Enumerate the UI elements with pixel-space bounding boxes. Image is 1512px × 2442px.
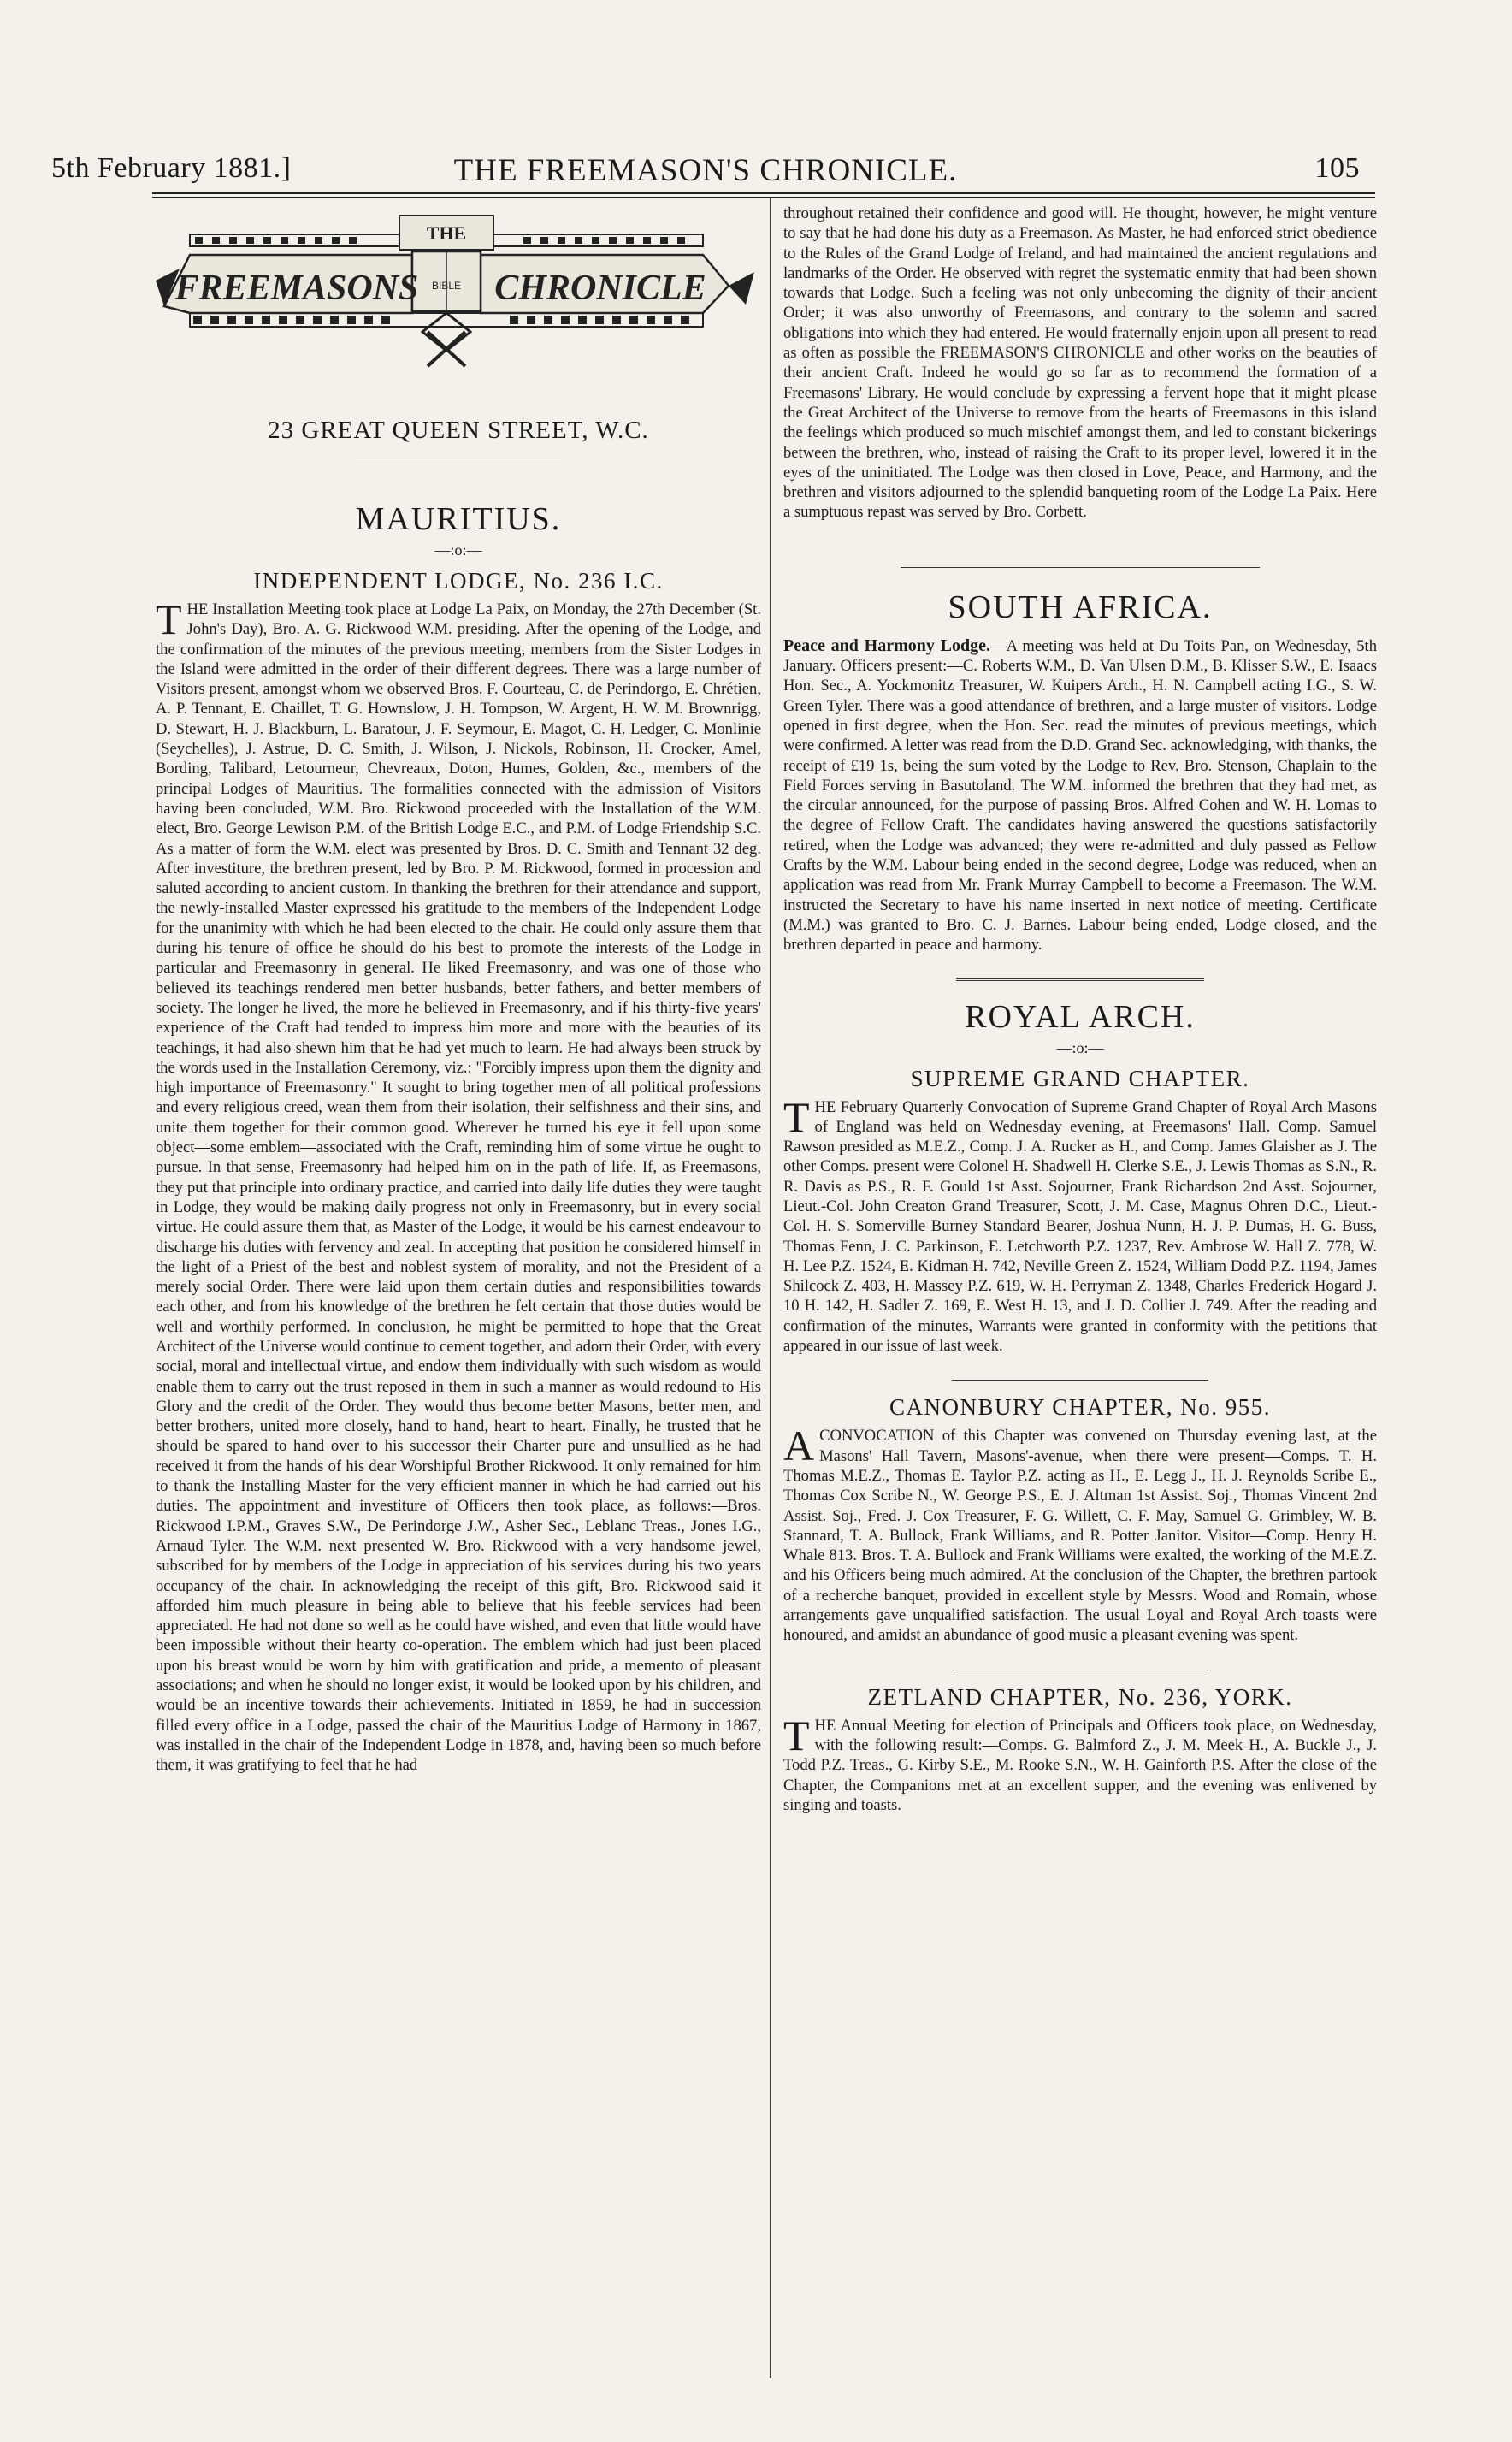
peace-harmony-lead: Peace and Harmony Lodge. (783, 636, 990, 655)
zetland-article (783, 1711, 1377, 1815)
header-rule (152, 192, 1375, 194)
issue-date: 5th February 1881.] (51, 152, 292, 184)
supreme-body: HE February Quarterly Convocation of Supreme Grand Chapter of Royal Arch Masons of England was held on Wednesday evening, at Freemasons' Hall. Comp. Samuel Rawson presided as M.E.Z., Comp. J. A. Rucker as H., and Comp. James Glaisher as J. The other Comps. present were Colonel H. Shadwell H. Clerke S.E., J. Lewis Thomas as S.N., R. R. Davis as P.S., R. F. Gould 1st Asst. Sojourner, Frank Richardson 2nd Asst. Sojourner, Lieut.-Col. John Creaton Grand Treasurer, Scott, J. M. Case, Magnus Ohren D.C., Lieut.-Col. H. S. Somerville Burney Standard Bearer, Joshua Nunn, H. J. P. Dumas, H. G. Buss, Thomas Fenn, J. C. Parkinson, E. Letchworth P.Z. 1237, Rev. Ambrose W. Hall Z. 778, W. H. Lee P.Z. 1524, E. Kidman H. 742, Neville Green Z. 1524, William Dodd P.Z. 1194, James Shilcock Z. 403, H. Massey P.Z. 619, W. H. Perryman Z. 1348, Charles Frederick Hogard J. 10 H. 142, H. Sadler Z. 169, E. West H. 13, and J. D. Collier J. 749. After the reading and confirmation of the minutes, Warrants were granted in conformity with the petitions that appeared in our issue of last week. (783, 1097, 1377, 1356)
canonbury-dropcap: A (783, 1422, 815, 1470)
supreme-grand-chapter-article (783, 1092, 1377, 1357)
masthead-bible: BIBLE (431, 280, 462, 292)
section-rule-2 (952, 1380, 1208, 1381)
mauritius-dropcap: T (156, 595, 182, 643)
south-africa-heading: SOUTH AFRICA. (948, 588, 1213, 625)
zetland-heading: ZETLAND CHAPTER, No. 236, YORK. (867, 1683, 1293, 1710)
canonbury-body: CONVOCATION of this Chapter was convened on Thursday evening last, at the Masons' Hall Tavern, Masons'-avenue, when there were present—Comps. T. H. Thomas M.E.Z., Thomas E. Taylor P.Z. acting as H., E. Legg J., H. J. Reynolds Scribe E., Thomas Cox Scribe N., W. George P.S., E. J. Altman 1st Assist. Soj., Thomas Vincent 2nd Assist. Soj., Fred. J. Cox Treasurer, F. G. Willett, C. F. May, Samuel G. Grimbley, W. B. Stannard, T. A. Bullock, Frank Williams, and R. Potter Janitor. Visitor—Comp. Henry H. Whale 813. Bros. T. A. Bullock and Frank Williams were exalted, the working of the M.E.Z. and his Officers being much admired. At the conclusion of the Chapter, the brethren partook of a recherche banquet, provided in excellent style by Messrs. Wood and Romain, whose arrangements gave unqualified satisfaction. The usual Loyal and Royal Arch toasts were honoured, and amidst an abundance of good music a pleasant evening was spent. (783, 1427, 1377, 1645)
masthead-chronicle: CHRONICLE (494, 269, 706, 308)
south-africa-article (783, 636, 1377, 955)
masthead-logo (156, 204, 761, 405)
independent-lodge-heading: INDEPENDENT LODGE, No. 236 I.C. (253, 568, 664, 594)
masthead-address: 23 GREAT QUEEN STREET, W.C. (268, 417, 649, 444)
mauritius-ornament: —:o:— (434, 541, 482, 559)
zetland-dropcap: T (783, 1711, 810, 1759)
masthead-the: THE (426, 222, 467, 244)
section-rule (901, 567, 1260, 568)
header-rule-thin (152, 197, 1375, 198)
canonbury-heading: CANONBURY CHAPTER, No. 955. (889, 1394, 1272, 1421)
left-column (156, 204, 761, 1776)
mauritius-article (156, 595, 761, 1776)
right-column (783, 204, 1377, 1815)
page-number: 105 (1314, 152, 1360, 184)
mauritius-body: HE Installation Meeting took place at Lodge La Paix, on Monday, the 27th December (St. John's Day), Bro. A. G. Rickwood W.M. presiding. After the opening of the Lodge, and the confirmation of the minutes of the previous meeting, members from the Sister Lodges in the Island were admitted in the order of their different degrees. There was a large number of Visitors present, amongst whom we observed Bros. F. Courteau, C. de Perindorgo, E. Chrétien, A. P. Tennant, E. Chaillet, T. G. Hownslow, J. H. Tompson, W. Argent, H. W. M. Brownrigg, D. Stewart, H. J. Blackburn, L. Baratour, J. F. Seymour, E. Magot, C. H. Ledger, C. Monlinie (Seychelles), J. Astrue, D. C. Smith, J. Wilson, J. Nickols, Robinson, H. Crocker, Amel, Bording, Talibard, Letourneur, Chevreaux, Doton, Humes, Golden, &c., members of the principal Lodges of Mauritius. The formalities connected with the admission of Visitors having been concluded, W.M. Bro. Rickwood proceeded with the Installation of the W.M. elect, Bro. George Lewison P.M. of the British Lodge E.C., and P.M. of Lodge Friendship S.C. As a matter of form the W.M. elect was presented by Bros. D. C. Smith and Tennant 32 deg. After investiture, the brethren present, led by Bro. P. M. Rickwood, formed in procession and saluted according to ancient custom. In thanking the brethren for their attendance and support, the newly-installed Master expressed his gratitude to the members of the Independent Lodge for the unanimity with which he had been elected to the chair. He could only assure them that during his tenure of office he should do his best to promote the interests of the Lodge in particular and Freemasonry in general. He liked Freemasonry, and was one of those who believed its teachings rendered men better husbands, better fathers, and better members of society. The longer he lived, the more he believed in Freemasonry, and if his thirty-five years' experience of the Craft had tended to impress him more and more with the beauties of its teachings, it had also shewn him that he had yet much to learn. He had always been struck by the words used in the Installation Ceremony, viz.: "Forcibly impress upon them the dignity and high importance of Freemasonry." It sought to bring together men of all political professions and every religious creed, wean them from their isolation, their selfishness and their sins, and unite them together for their common good. Wherever he turned his eye it fell upon some object—some emblem—associated with the Craft, reminding him of some virtue he ought to pursue. In that sense, Freemasonry had helped him on in the path of life. If, as Freemasons, they put that principle into ordinary practice, and carried into daily life duties they were taught in Lodge, they would be making daily progress not only in Freemasonry, but in every social virtue. He could assure them that, as Master of the Lodge, it would be his earnest endeavour to discharge his duties with fervency and zeal. In accepting that position he considered himself in the light of a Priest of the best and noblest system of morality, and not the President of a merely social Order. There were laid upon them certain duties and responsibilities towards each other, and from his knowledge of the brethren he felt certain that those duties would be well and worthily performed. In conclusion, he might be permitted to hope that the Great Architect of the Universe would continue to cement together, and adorn their Order, with every social, moral and intellectual virtue, and endow them individually with such wisdom as would enable them to carry out the trust reposed in them in such a manner as would redound to His Glory and the credit of the Order. They would thus become better Masons, better men, and better brothers, united more closely, hand to hand, heart to heart. Finally, he trusted that he should be spared to hand over to his successor their Charter pure and unsullied as he had received it from the hands of his dear Worshipful Brother Rickwood. It only remained for him to thank the Installing Master for the very efficient manner in which he had carried out his duties. The appointment and investiture of Officers then took place, as follows:—Bros. Rickwood I.P.M., Graves S.W., De Perindorge J.W., Asher Sec., Leblanc Treas., Jones I.G., Arnaud Tyler. The W.M. next presented W. Bro. Rickwood with a very handsome jewel, subscribed for by members of the Lodge in appreciation of his services during his two years occupancy of the chair. In acknowledging the receipt of this gift, Bro. Rickwood said it afforded him much pleasure in being able to believe that his feeble services had been appreciated. He had not done so well as he could have wished, and even that little would have been impossible without their hearty co-operation. The emblem which had just been placed upon his breast would be worn by him with gratification and pride, a memento of pleasant associations; and when he should no longer exist, it would be looked upon by his children, and would be an incentive towards their achievements. Initiated in 1859, he had in succession filled every office in a Lodge, passed the chair of the Mauritius Lodge of Harmony in 1867, was installed in the chair of the Independent Lodge in 1878, and, having been so much before them, it was gratifying to feel that he had (156, 600, 761, 1775)
section-rule-double (956, 978, 1204, 981)
mauritius-continuation: throughout retained their confidence and good will. He thought, however, he might venture to say that he had done his duty as a Freemason. As Master, he had enforced strict obedience to the Rules of the Grand Lodge of Ireland, and had maintained the ancient regulations and landmarks of the Order. He observed with regret the systematic enmity that had been shown towards that Lodge. Such a feeling was not only unbecoming the dignity of their ancient Order; it was also unworthy of Freemasons, and contrary to the solemn and sacred obligations into which they had entered. He would fraternally enjoin upon all present to read as often as possible the FREEMASON'S CHRONICLE and other works on the beauties of their ancient Craft. Indeed he would go so far as to recommend the formation of a Freemasons' Library. He would conclude by expressing a fervent hope that it might please the Great Architect of the Universe to remove from the hearts of Freemasons in this island the feelings which produced so much mischief amongst them, and led to constant bickerings between the brethren, who, instead of raising the Craft to its proper level, lowered it in the eyes of the uninitiated. The Lodge was then closed in Love, Peace, and Harmony, and the brethren and visitors adjourned to the splendid banqueting room of the Lodge La Paix. Here a sumptuous repast was served by Bro. Corbett. (783, 204, 1377, 522)
supreme-dropcap: T (783, 1092, 810, 1141)
zetland-body: HE Annual Meeting for election of Principals and Officers took place, on Wednesday, with the following result:—Comps. G. Balmford Z., J. M. Meek H., A. Buckle J., J. Todd P.Z. Treas., G. Kirby S.E., M. Rooke S.N., W. H. Gainforth P.S. After the close of the Chapter, the Companions met at an excellent supper, and the evening was enlivened by singing and toasts. (783, 1716, 1377, 1814)
masthead-freemasons: FREEMASONS (174, 269, 419, 308)
canonbury-article (783, 1422, 1377, 1645)
running-head (51, 152, 1360, 186)
mauritius-heading: MAURITIUS. (355, 501, 562, 537)
royal-arch-heading: ROYAL ARCH. (965, 998, 1196, 1035)
publication-title: THE FREEMASON'S CHRONICLE. (453, 153, 958, 188)
south-africa-body: —A meeting was held at Du Toits Pan, on Wednesday, 5th January. Officers present:—C. Roberts W.M., D. Van Ulsen D.M., B. Klisser S.W., E. Isaacs Hon. Sec., A. Yockmonitz Treasurer, W. Kuipers Arch., H. N. Campbell acting I.G., S. W. Green Tyler. There was a good attendance of brethren, and a large muster of visitors. Lodge opened in first degree, when the Hon. Sec. read the minutes of previous meetings, which were confirmed. A letter was read from the D.D. Grand Sec. acknowledging, with thanks, the receipt of £19 1s, being the sum voted by the Lodge to Rev. Bro. Stenson, Chaplain to the Field Forces serving in Basutoland. The W.M. informed the brethren that they had met, as the circular announced, for the purpose of passing Bros. Alfred Cohen and W. H. Lomas to the degree of Fellow Craft. The candidates having answered the questions satisfactorily retired, when the Lodge was advanced; they were re-admitted and duly passed as Fellow Crafts by the W.M. Labour being ended in the second degree, Lodge was reduced, when an application was read from Mr. Frank Murray Campbell to become a Freemason. The W.M. instructed the Secretary to have his name inserted in next notice of meeting. Certificate (M.M.) was granted to Bro. C. J. Barnes. Labour being ended, Lodge closed, and the brethren departed in peace and harmony. (783, 636, 1377, 955)
column-divider (770, 198, 771, 2378)
supreme-grand-chapter-heading: SUPREME GRAND CHAPTER. (910, 1065, 1250, 1091)
masthead-emblem (156, 204, 761, 405)
royal-arch-ornament: —:o:— (1056, 1038, 1104, 1056)
